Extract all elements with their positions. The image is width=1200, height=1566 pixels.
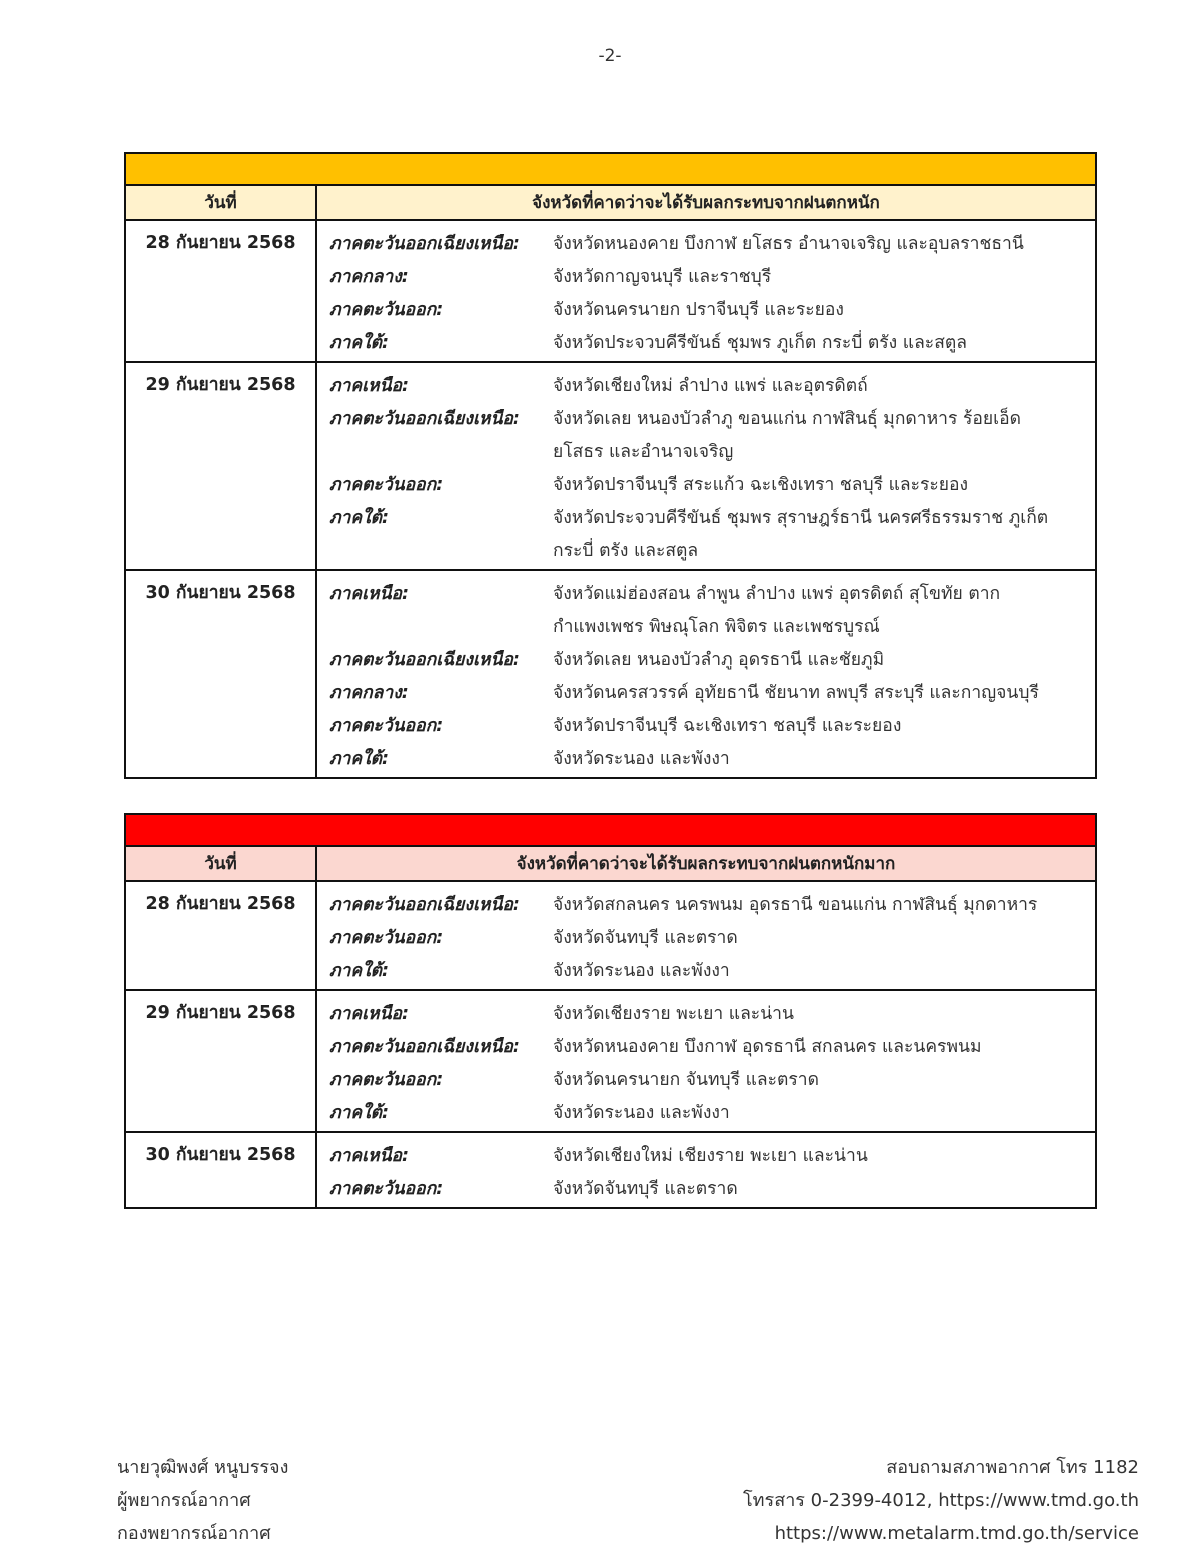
region-label: ภาคตะวันออก: (329, 1069, 444, 1090)
province-list: จังหวัดหนองคาย บึงกาฬ อุดรธานี สกลนคร และนครพนม (553, 1036, 982, 1057)
province-list: จังหวัดเชียงราย พะเยา และน่าน (553, 1003, 794, 1024)
province-list: จังหวัดระนอง และพังงา (553, 960, 730, 981)
table-row (125, 1132, 1096, 1208)
date-cell: 30 กันยายน 2568 (125, 1132, 316, 1208)
forecaster-name: นายวุฒิพงศ์ หนูบรรจง (117, 1457, 289, 1478)
header-date: วันที่ (125, 846, 316, 881)
heavy-rain-table (124, 152, 1097, 779)
header-date: วันที่ (125, 185, 316, 220)
province-list: จังหวัดนครสวรรค์ อุทัยธานี ชัยนาท ลพบุรี สระบุรี และกาญจนบุรี (553, 682, 1039, 703)
contact-service-link[interactable]: https://www.metalarm.tmd.go.th/service (774, 1523, 1139, 1544)
region-label: ภาคตะวันออกเฉียงเหนือ: (329, 233, 520, 254)
province-list: จังหวัดเชียงใหม่ ลำปาง แพร่ และอุตรดิตถ์ (553, 375, 868, 396)
very-heavy-rain-header-row (125, 846, 1096, 881)
page-number: -2- (598, 46, 622, 66)
region-label: ภาคตะวันออกเฉียงเหนือ: (329, 894, 520, 915)
footer-signature (117, 1451, 288, 1550)
region-label: ภาคตะวันออก: (329, 299, 444, 320)
region-label: ภาคใต้: (329, 960, 389, 981)
province-list: จังหวัดเชียงใหม่ เชียงราย พะเยา และน่าน (553, 1145, 868, 1166)
contact-phone: สอบถามสภาพอากาศ โทร 1182 (886, 1457, 1139, 1478)
province-list: จังหวัดแม่ฮ่องสอน ลำพูน ลำปาง แพร่ อุตรดิตถ์ สุโขทัย ตาก (553, 583, 1001, 604)
province-list: จังหวัดประจวบคีรีขันธ์ ชุมพร ภูเก็ต กระบี่ ตรัง และสตูล (553, 332, 967, 353)
table-row (125, 881, 1096, 990)
region-label: ภาคตะวันออก: (329, 927, 444, 948)
region-label: ภาคใต้: (329, 748, 389, 769)
content-cell (316, 362, 1096, 570)
heavy-rain-color-bar (125, 153, 1096, 185)
region-label: ภาคตะวันออกเฉียงเหนือ: (329, 649, 520, 670)
date-cell: 29 กันยายน 2568 (125, 362, 316, 570)
forecaster-division: กองพยากรณ์อากาศ (117, 1523, 271, 1544)
region-label: ภาคใต้: (329, 332, 389, 353)
region-label: ภาคเหนือ: (329, 1003, 410, 1024)
very-heavy-rain-color-bar (125, 814, 1096, 846)
table-row (125, 990, 1096, 1132)
heavy-rain-header-row (125, 185, 1096, 220)
region-label: ภาคใต้: (329, 507, 389, 528)
contact-fax-link[interactable]: โทรสาร 0-2399-4012, https://www.tmd.go.th (743, 1490, 1139, 1511)
very-heavy-rain-table (124, 813, 1097, 1209)
province-list: จังหวัดปราจีนบุรี ฉะเชิงเทรา ชลบุรี และระยอง (553, 715, 902, 736)
header-provinces: จังหวัดที่คาดว่าจะได้รับผลกระทบจากฝนตกหนักมาก (316, 846, 1096, 881)
table-row (125, 220, 1096, 362)
province-list: จังหวัดจันทบุรี และตราด (553, 1178, 738, 1199)
region-label: ภาคเหนือ: (329, 375, 410, 396)
province-list: กำแพงเพชร พิษณุโลก พิจิตร และเพชรบูรณ์ (553, 616, 880, 637)
date-cell: 28 กันยายน 2568 (125, 220, 316, 362)
province-list: กระบี่ ตรัง และสตูล (553, 540, 699, 561)
region-label: ภาคกลาง: (329, 682, 409, 703)
province-list: จังหวัดปราจีนบุรี สระแก้ว ฉะเชิงเทรา ชลบุรี และระยอง (553, 474, 969, 495)
date-cell: 29 กันยายน 2568 (125, 990, 316, 1132)
province-list: จังหวัดระนอง และพังงา (553, 1102, 730, 1123)
content-cell (316, 881, 1096, 990)
province-list: จังหวัดสกลนคร นครพนม อุดรธานี ขอนแก่น กาฬสินธุ์ มุกดาหาร (553, 894, 1038, 915)
province-list: จังหวัดนครนายก ปราจีนบุรี และระยอง (553, 299, 844, 320)
footer-contact (743, 1451, 1139, 1550)
region-label: ภาคตะวันออก: (329, 1178, 444, 1199)
table-row (125, 362, 1096, 570)
province-list: จังหวัดกาญจนบุรี และราชบุรี (553, 266, 772, 287)
region-label: ภาคใต้: (329, 1102, 389, 1123)
region-label: ภาคเหนือ: (329, 1145, 410, 1166)
content-cell (316, 220, 1096, 362)
content-cell (316, 990, 1096, 1132)
region-label: ภาคเหนือ: (329, 583, 410, 604)
province-list: จังหวัดเลย หนองบัวลำภู ขอนแก่น กาฬสินธุ์ มุกดาหาร ร้อยเอ็ด (553, 408, 1021, 429)
province-list: ยโสธร และอำนาจเจริญ (553, 441, 734, 462)
region-label: ภาคตะวันออก: (329, 474, 444, 495)
header-provinces: จังหวัดที่คาดว่าจะได้รับผลกระทบจากฝนตกหนัก (316, 185, 1096, 220)
content-cell (316, 1132, 1096, 1208)
date-cell: 30 กันยายน 2568 (125, 570, 316, 778)
forecaster-title: ผู้พยากรณ์อากาศ (117, 1490, 251, 1511)
region-label: ภาคตะวันออกเฉียงเหนือ: (329, 1036, 520, 1057)
region-label: ภาคตะวันออก: (329, 715, 444, 736)
province-list: จังหวัดจันทบุรี และตราด (553, 927, 738, 948)
region-label: ภาคตะวันออกเฉียงเหนือ: (329, 408, 520, 429)
province-list: จังหวัดนครนายก จันทบุรี และตราด (553, 1069, 819, 1090)
province-list: จังหวัดเลย หนองบัวลำภู อุดรธานี และชัยภูมิ (553, 649, 885, 670)
date-cell: 28 กันยายน 2568 (125, 881, 316, 990)
content-cell (316, 570, 1096, 778)
province-list: จังหวัดระนอง และพังงา (553, 748, 730, 769)
province-list: จังหวัดหนองคาย บึงกาฬ ยโสธร อำนาจเจริญ และอุบลราชธานี (553, 233, 1024, 254)
region-label: ภาคกลาง: (329, 266, 409, 287)
table-row (125, 570, 1096, 778)
province-list: จังหวัดประจวบคีรีขันธ์ ชุมพร สุราษฎร์ธานี นครศรีธรรมราช ภูเก็ต (553, 507, 1049, 528)
